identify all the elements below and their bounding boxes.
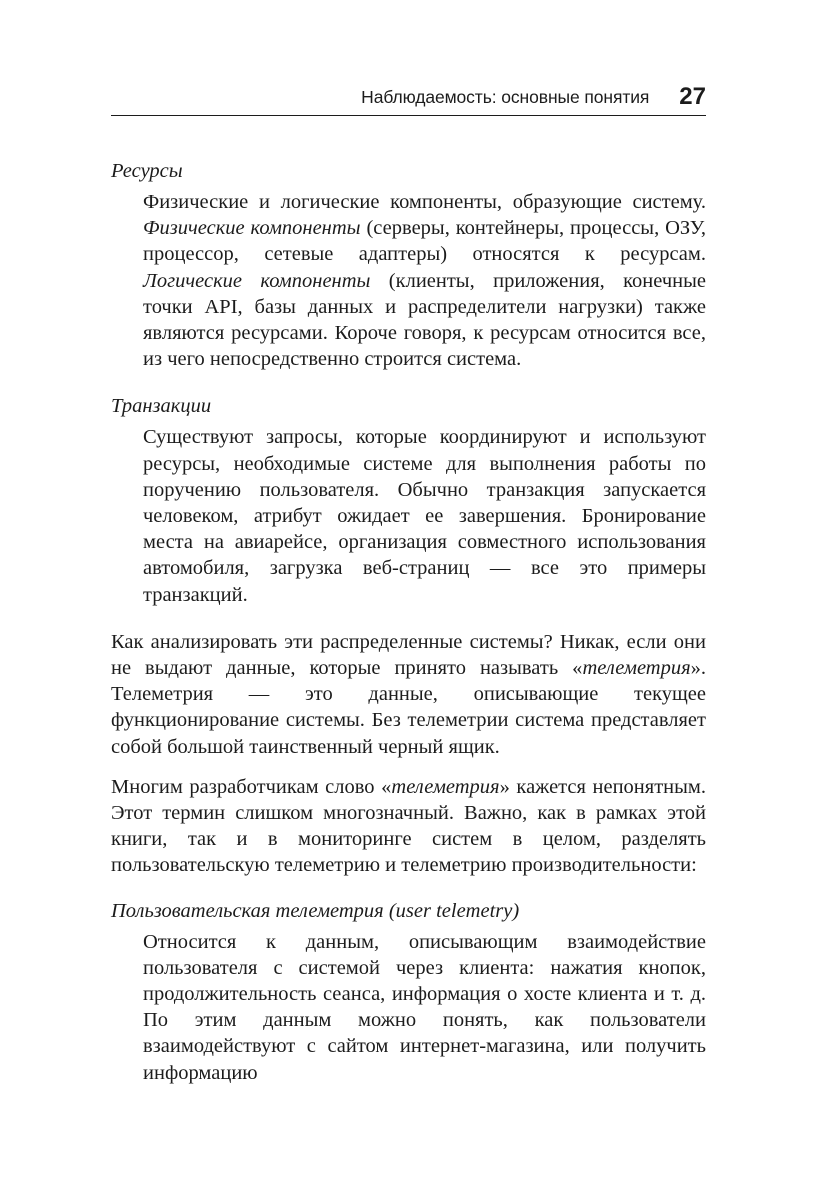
spacer [111, 372, 706, 393]
term-user-telemetry: Пользовательская телеметрия (user telemetry) [111, 899, 520, 922]
definition-resources-text-1: Физические и логические компоненты, образующие систему. [143, 191, 706, 213]
definition-resources-text-3: (клиенты, приложения, конечные точки API, базы данных и распределители нагрузки) также являются ресурсами. Короче говоря, к ресурсам относится все, из чего непосредственно строится система. [143, 269, 707, 371]
definition-resources-text-2: (серверы, контейнеры, процессы, ОЗУ, процессор, сетевые адаптеры) относятся к ресурсам. [143, 217, 706, 266]
definition-transactions: Существуют запросы, которые координируют и используют ресурсы, необходимые системе для выполнения работы по поручению пользователя. Обычно транзакция запускается человеком, атрибут ожидает ее завершения. Бронирование места на авиарейсе, организация совместного использования автомобиля, загрузка веб-страниц — все это примеры транзакций. [143, 426, 706, 606]
paragraph-1-text-2: ». Телеметрия — это данные, описывающие текущее функционирование системы. Без телеметрии система представляет собой большой таинственный черный ящик. [111, 657, 706, 758]
spacer [111, 608, 706, 629]
paragraph-2-text-2: » кажется непонятным. Этот термин слишком многозначный. Важно, как в рамках этой книги, так и в мониторинге систем в целом, разделять пользовательскую телеметрию и телеметрию производительности: [111, 775, 706, 877]
paragraph-1-italic: телеметрия [582, 657, 691, 680]
term-transactions: Транзакции [111, 395, 212, 418]
paragraph-2-text-1: Многим разработчикам слово « [111, 775, 392, 798]
page-number: 27 [679, 83, 706, 110]
definition-user-telemetry: Относится к данным, описывающим взаимодействие пользователя с системой через клиента: нажатия кнопок, продолжительность сеанса, информация о хосте клиента и т. д. По этим данным можно понять, как пользователи взаимодействуют с сайтом интернет-магазина, или получить информацию [143, 930, 706, 1084]
paragraph-1-text-1: Как анализировать эти распределенные системы? Никак, если они не выдают данные, которые принято называть « [111, 630, 706, 680]
paragraph-telemetry-kinds [111, 774, 706, 879]
paragraph-telemetry-intro [111, 629, 706, 760]
term-resources: Ресурсы [111, 160, 183, 182]
running-title: Наблюдаемость: основные понятия [361, 87, 650, 107]
paragraph-2-italic: телеметрия [391, 775, 500, 798]
page-body [111, 158, 706, 1086]
definition-resources [143, 189, 706, 372]
definition-resources-italic-2: Логические компоненты [143, 269, 371, 292]
running-header [111, 80, 706, 116]
definition-resources-italic-1: Физические компоненты [143, 217, 361, 240]
